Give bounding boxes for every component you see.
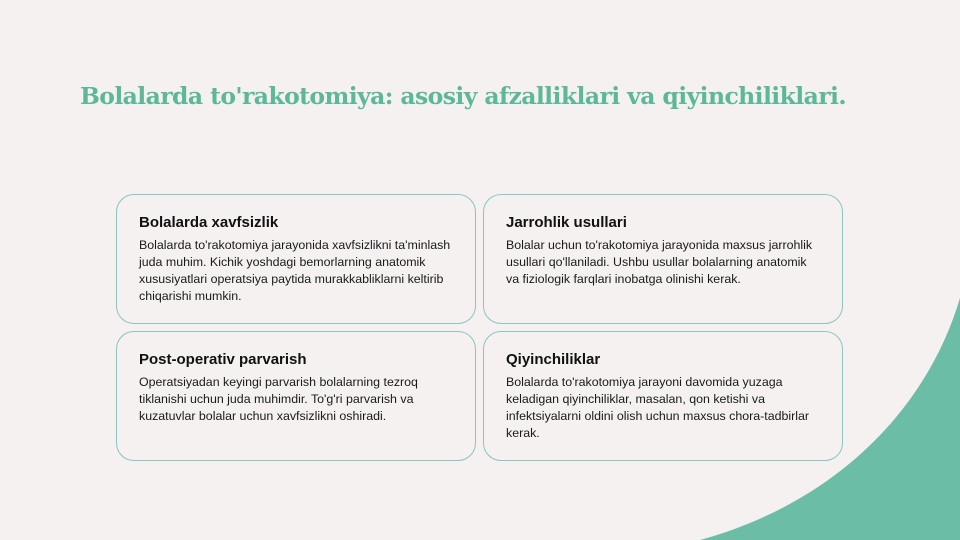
card-text: Bolalarda to'rakotomiya jarayonida xavfsizlikni ta'minlash juda muhim. Kichik yoshdagi bemorlarning anatomik xususiyatlari operatsiya paytida murakkabliklarni keltirib chiqarishi mumkin. — [139, 238, 451, 303]
slide-title: Bolalarda to'rakotomiya: asosiy afzalliklari va qiyinchiliklari. — [80, 82, 846, 110]
card-surgical-methods — [483, 194, 843, 324]
card-title: Post-operativ parvarish — [139, 351, 307, 368]
card-text: Bolalarda to'rakotomiya jarayoni davomida yuzaga keladigan qiyinchiliklar, masalan, qon ketishi va infektsiyalarni oldini olish uchun maxsus chora-tadbirlar kerak. — [506, 375, 810, 440]
card-title: Jarrohlik usullari — [506, 214, 627, 231]
card-text: Operatsiyadan keyingi parvarish bolalarning tezroq tiklanishi uchun juda muhimdir. To'g'ri parvarish va kuzatuvlar bolalar uchun xavfsizlikni oshiradi. — [139, 375, 418, 423]
card-text: Bolalar uchun to'rakotomiya jarayonida maxsus jarrohlik usullari qo'llaniladi. Ushbu usullar bolalarning anatomik va fiziologik farqlari inobatga olinishi kerak. — [506, 238, 813, 286]
card-title: Qiyinchiliklar — [506, 351, 601, 368]
card-title: Bolalarda xavfsizlik — [139, 214, 279, 231]
card-safety — [116, 194, 476, 324]
card-post-operative-care — [116, 331, 476, 461]
card-difficulties — [483, 331, 843, 461]
